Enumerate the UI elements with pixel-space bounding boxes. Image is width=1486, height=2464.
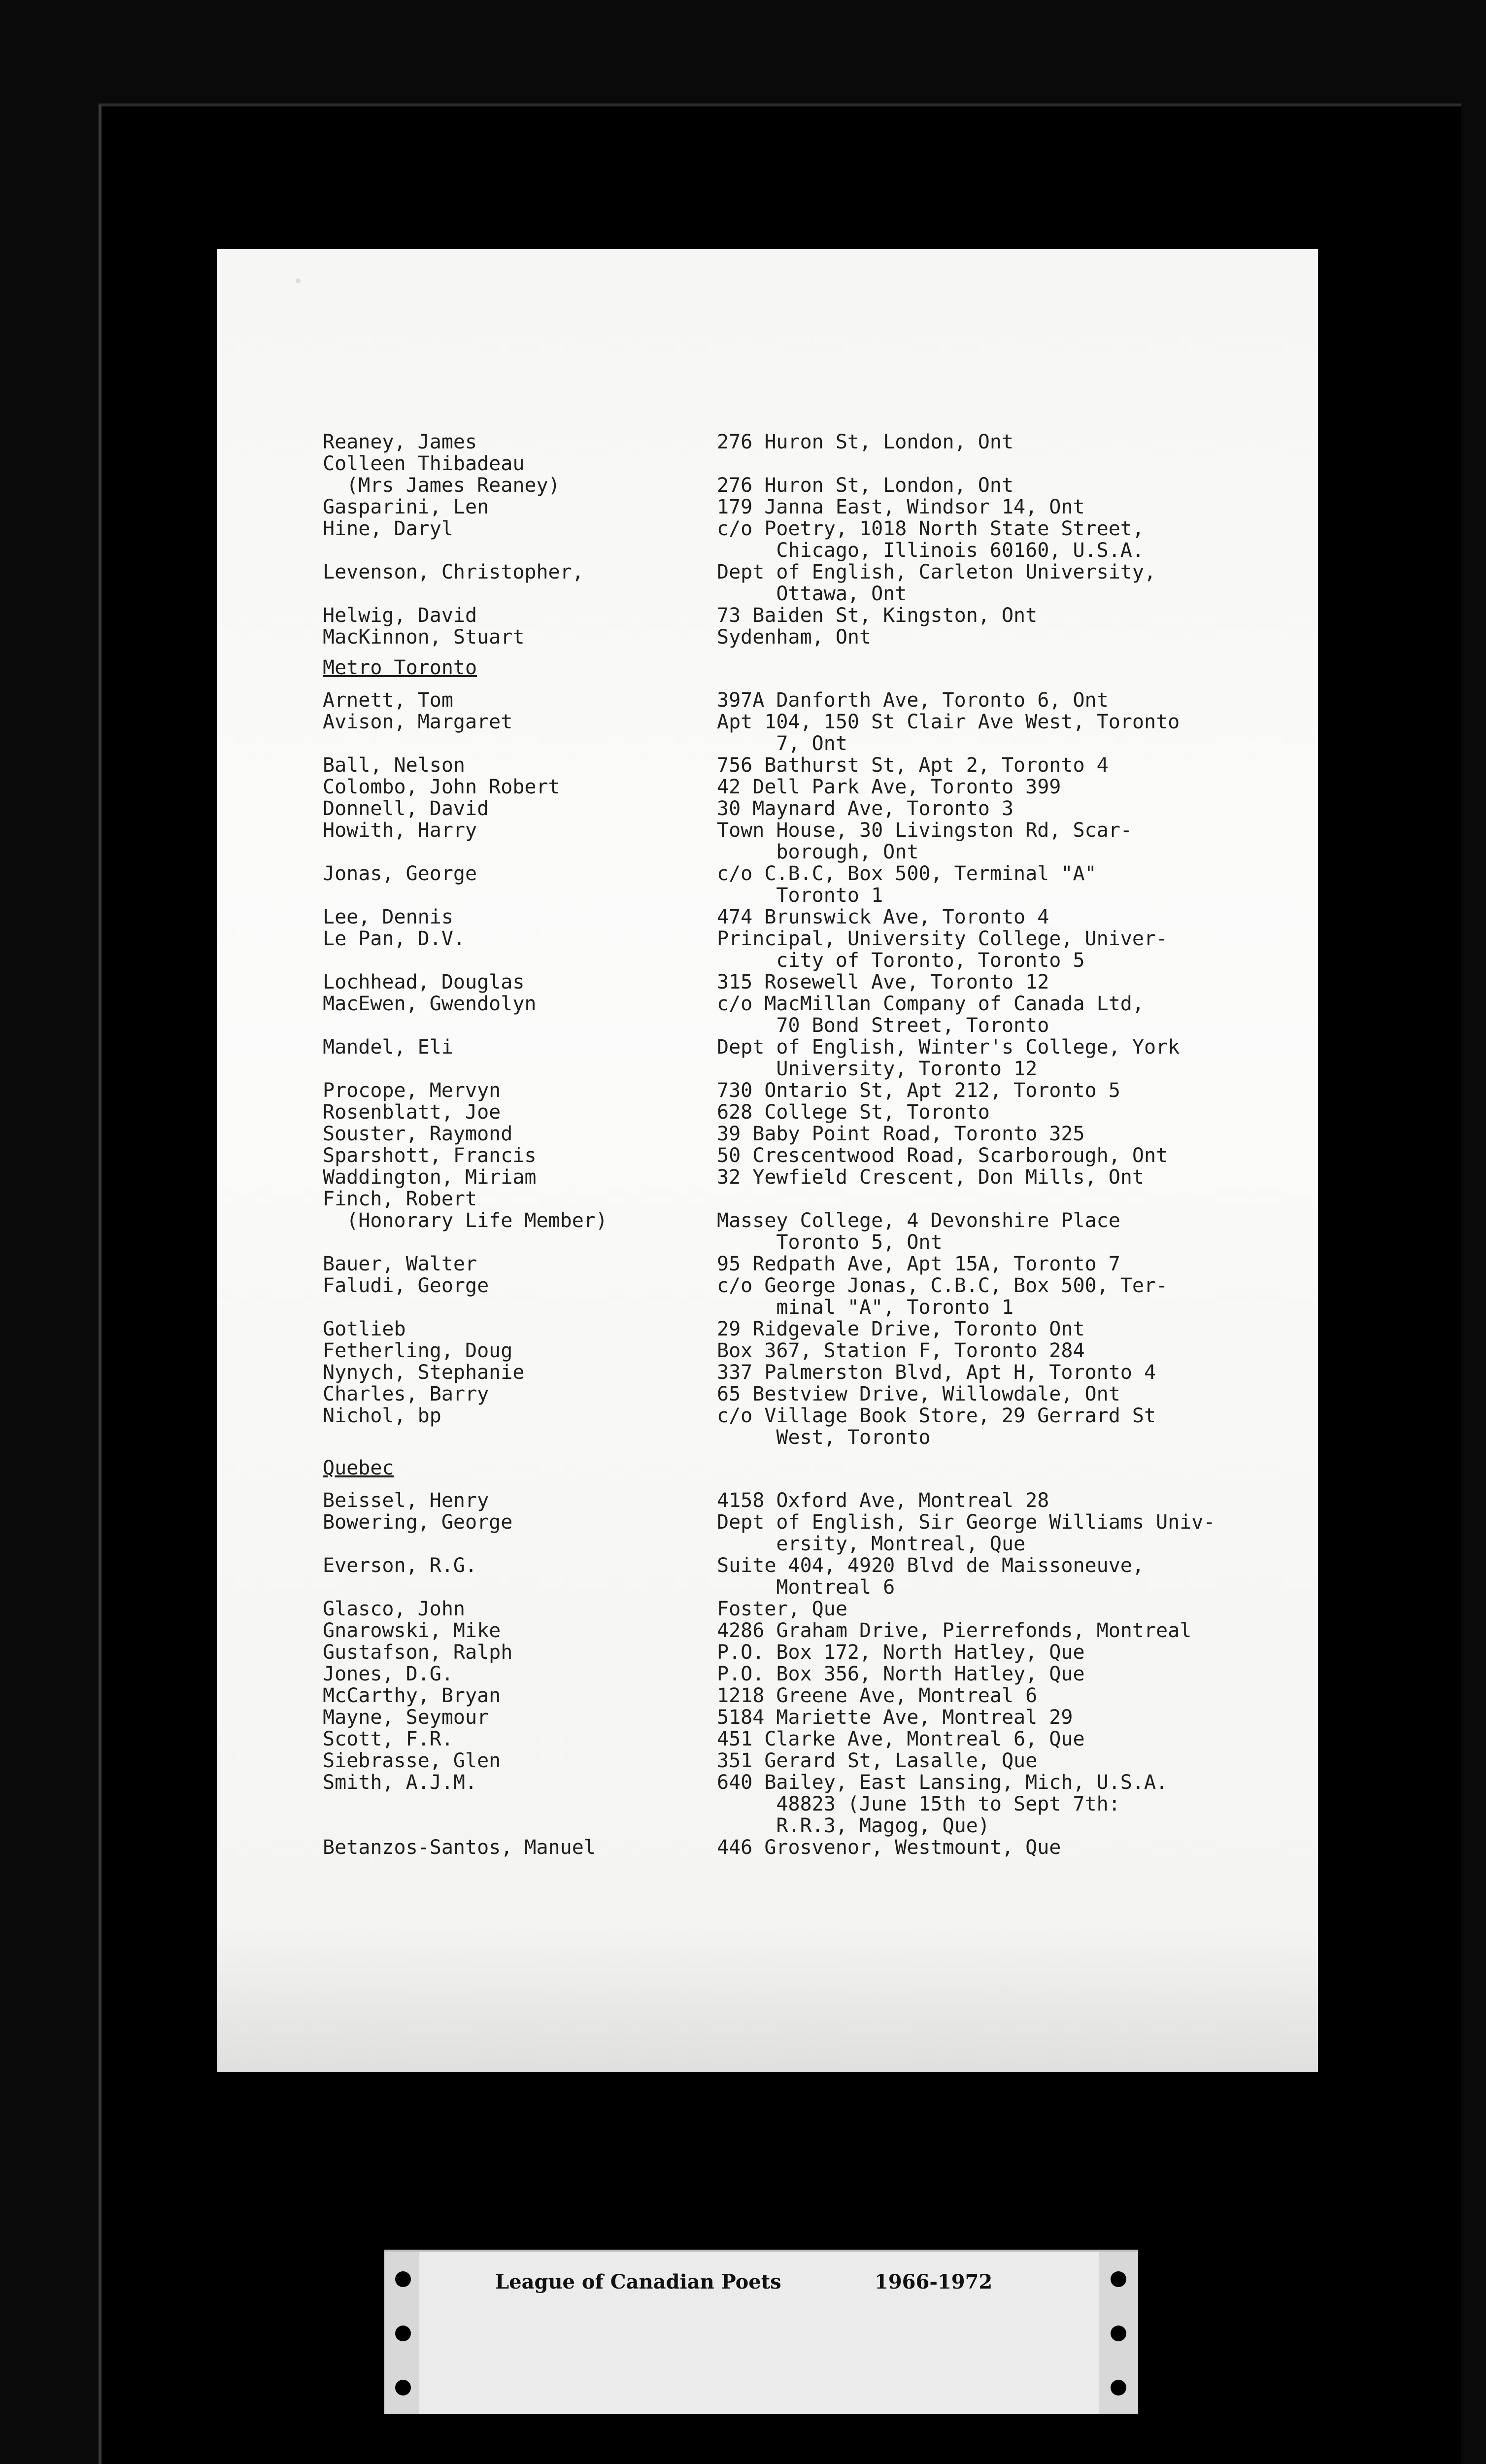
entry-address: 730 Ontario St, Apt 212, Toronto 5	[717, 1079, 1120, 1102]
address-entry	[323, 1275, 1298, 1297]
address-entry	[323, 928, 1298, 950]
entry-name: Avison, Margaret	[323, 711, 513, 733]
address-entry	[323, 1405, 1298, 1427]
address-entry	[323, 626, 1298, 648]
entry-name: Le Pan, D.V.	[323, 927, 465, 950]
address-entry	[323, 1210, 1298, 1232]
address-entry	[323, 1101, 1298, 1123]
address-entry	[323, 1145, 1298, 1166]
entry-name: Finch, Robert	[323, 1188, 477, 1210]
entry-address: 1218 Greene Ave, Montreal 6	[717, 1684, 1038, 1707]
entry-address: minal "A", Toronto 1	[717, 1296, 1014, 1319]
address-entry	[323, 1058, 1298, 1080]
entry-address: city of Toronto, Toronto 5	[717, 949, 1085, 972]
entry-name: (Mrs James Reaney)	[323, 474, 560, 497]
sprocket-hole	[395, 2380, 411, 2396]
entry-address: 50 Crescentwood Road, Scarborough, Ont	[717, 1144, 1168, 1167]
label-title: League of Canadian Poets	[495, 2270, 781, 2293]
entry-address: 73 Baiden St, Kingston, Ont	[717, 604, 1038, 627]
address-entry	[323, 863, 1298, 885]
entry-address: 179 Janna East, Windsor 14, Ont	[717, 496, 1085, 518]
entry-address: 30 Maynard Ave, Toronto 3	[717, 797, 1014, 820]
entry-name	[323, 1015, 717, 1036]
entry-name	[323, 1576, 717, 1598]
film-label	[384, 2250, 1138, 2414]
entry-name: Gasparini, Len	[323, 496, 489, 518]
entry-address: Suite 404, 4920 Blvd de Maissoneuve,	[717, 1554, 1144, 1577]
entry-address: 32 Yewfield Crescent, Don Mills, Ont	[717, 1166, 1144, 1189]
entry-name	[323, 950, 717, 971]
entry-name: Bauer, Walter	[323, 1253, 477, 1275]
entry-address: West, Toronto	[717, 1426, 931, 1449]
entry-name: Mayne, Seymour	[323, 1706, 489, 1729]
entry-name: Mandel, Eli	[323, 1036, 453, 1059]
address-entry	[323, 885, 1298, 906]
address-entry	[323, 798, 1298, 820]
address-entry	[323, 1297, 1298, 1318]
entry-name	[323, 841, 717, 863]
entry-address	[717, 453, 1298, 475]
address-entry	[323, 841, 1298, 863]
entry-name	[323, 1427, 717, 1448]
entry-address: 42 Dell Park Ave, Toronto 399	[717, 776, 1061, 798]
entry-address: 640 Bailey, East Lansing, Mich, U.S.A.	[717, 1771, 1168, 1794]
entry-address: 397A Danforth Ave, Toronto 6, Ont	[717, 689, 1109, 712]
entry-name: Nynych, Stephanie	[323, 1361, 525, 1384]
address-entry	[323, 776, 1298, 798]
entry-name: Gnarowski, Mike	[323, 1619, 501, 1642]
sprocket-hole	[1111, 2380, 1126, 2396]
entry-address: Box 367, Station F, Toronto 284	[717, 1339, 1085, 1362]
entry-address: 39 Baby Point Road, Toronto 325	[717, 1123, 1085, 1145]
address-entry	[323, 1123, 1298, 1145]
entry-name: Waddington, Miriam	[323, 1166, 537, 1189]
speck	[296, 278, 301, 283]
entry-name	[323, 540, 717, 561]
entry-address: P.O. Box 172, North Hatley, Que	[717, 1641, 1085, 1664]
entry-name: Glasco, John	[323, 1598, 465, 1620]
address-entry	[323, 1707, 1298, 1728]
address-entry	[323, 561, 1298, 583]
entry-address: Principal, University College, Univer-	[717, 927, 1168, 950]
address-list	[323, 431, 1298, 1858]
label-edge-right	[1099, 2252, 1138, 2414]
entry-name: Lee, Dennis	[323, 906, 453, 928]
entry-name: Rosenblatt, Joe	[323, 1101, 501, 1124]
entry-address: c/o Poetry, 1018 North State Street,	[717, 517, 1144, 540]
entry-name: Arnett, Tom	[323, 689, 453, 712]
address-entry	[323, 1533, 1298, 1555]
entry-address: c/o Village Book Store, 29 Gerrard St	[717, 1404, 1156, 1427]
address-entry	[323, 1555, 1298, 1576]
entry-name: (Honorary Life Member)	[323, 1209, 608, 1232]
entry-address: Massey College, 4 Devonshire Place	[717, 1209, 1120, 1232]
entry-name: Colombo, John Robert	[323, 776, 560, 798]
entry-address: 5184 Mariette Ave, Montreal 29	[717, 1706, 1073, 1729]
address-entry	[323, 1318, 1298, 1340]
address-entry	[323, 711, 1298, 733]
address-entry	[323, 1620, 1298, 1642]
address-entry	[323, 1166, 1298, 1188]
entry-address: 48823 (June 15th to Sept 7th:	[717, 1793, 1120, 1815]
entry-name	[323, 1058, 717, 1080]
entry-address: Sydenham, Ont	[717, 626, 872, 649]
section-heading: Quebec	[323, 1457, 394, 1479]
entry-address: c/o C.B.C, Box 500, Terminal "A"	[717, 862, 1097, 885]
sprocket-hole	[395, 2326, 411, 2341]
entry-address: 276 Huron St, London, Ont	[717, 431, 1014, 453]
entry-address: 70 Bond Street, Toronto	[717, 1014, 1049, 1037]
entry-address: P.O. Box 356, North Hatley, Que	[717, 1663, 1085, 1685]
address-entry	[323, 1642, 1298, 1663]
address-entry	[323, 1253, 1298, 1275]
sprocket-hole	[1111, 2271, 1126, 2287]
entry-address: ersity, Montreal, Que	[717, 1533, 1026, 1555]
entry-address: 95 Redpath Ave, Apt 15A, Toronto 7	[717, 1253, 1120, 1275]
entry-name: Gustafson, Ralph	[323, 1641, 513, 1664]
address-entry	[323, 906, 1298, 928]
entry-address: c/o George Jonas, C.B.C, Box 500, Ter-	[717, 1274, 1168, 1297]
document-page	[217, 249, 1318, 2072]
address-entry	[323, 1576, 1298, 1598]
entry-name: Ball, Nelson	[323, 754, 465, 777]
entry-address: 474 Brunswick Ave, Toronto 4	[717, 906, 1049, 928]
entry-name	[323, 1297, 717, 1318]
address-entry	[323, 950, 1298, 971]
entry-address: 4158 Oxford Ave, Montreal 28	[717, 1489, 1049, 1512]
address-entry	[323, 971, 1298, 993]
entry-name	[323, 1232, 717, 1253]
entry-name	[323, 733, 717, 754]
address-entry	[323, 1663, 1298, 1685]
label-dates: 1966-1972	[875, 2270, 993, 2293]
entry-name	[323, 885, 717, 906]
address-entry	[323, 583, 1298, 605]
entry-name	[323, 1793, 717, 1815]
entry-name: Scott, F.R.	[323, 1728, 453, 1750]
entry-name: Fetherling, Doug	[323, 1339, 513, 1362]
label-edge-left	[384, 2252, 419, 2414]
entry-address: 315 Rosewell Ave, Toronto 12	[717, 971, 1049, 993]
entry-address: 29 Ridgevale Drive, Toronto Ont	[717, 1318, 1085, 1340]
entry-name: MacEwen, Gwendolyn	[323, 992, 537, 1015]
address-entry	[323, 689, 1298, 711]
address-entry	[323, 1036, 1298, 1058]
entry-address: Town House, 30 Livingston Rd, Scar-	[717, 819, 1132, 842]
address-entry	[323, 518, 1298, 540]
address-entry	[323, 1232, 1298, 1253]
entry-address: 451 Clarke Ave, Montreal 6, Que	[717, 1728, 1085, 1750]
entry-address: 628 College St, Toronto	[717, 1101, 990, 1124]
entry-name: Donnell, David	[323, 797, 489, 820]
entry-address: 756 Bathurst St, Apt 2, Toronto 4	[717, 754, 1109, 777]
address-entry	[323, 1685, 1298, 1707]
entry-address: 4286 Graham Drive, Pierrefonds, Montreal	[717, 1619, 1192, 1642]
address-entry	[323, 540, 1298, 561]
section-heading: Metro Toronto	[323, 656, 477, 679]
entry-name: Procope, Mervyn	[323, 1079, 501, 1102]
entry-name: Charles, Barry	[323, 1383, 489, 1405]
address-entry	[323, 431, 1298, 453]
address-entry	[323, 820, 1298, 841]
entry-name: Jonas, George	[323, 862, 477, 885]
address-entry	[323, 1015, 1298, 1036]
entry-name: Howith, Harry	[323, 819, 477, 842]
entry-address: University, Toronto 12	[717, 1058, 1038, 1080]
entry-address: c/o MacMillan Company of Canada Ltd,	[717, 992, 1144, 1015]
entry-name: Nichol, bp	[323, 1404, 441, 1427]
address-entry	[323, 1362, 1298, 1383]
address-entry	[323, 496, 1298, 518]
sprocket-hole	[1111, 2326, 1126, 2341]
address-entry	[323, 605, 1298, 626]
entry-address: Dept of English, Carleton University,	[717, 561, 1156, 583]
entry-name: Levenson, Christopher,	[323, 561, 584, 583]
entry-name: Betanzos-Santos, Manuel	[323, 1836, 596, 1859]
entry-address: Toronto 1	[717, 884, 883, 907]
address-entry	[323, 754, 1298, 776]
address-entry	[323, 1793, 1298, 1815]
entry-name: Lochhead, Douglas	[323, 971, 525, 993]
entry-address: Ottawa, Ont	[717, 582, 907, 605]
address-entry	[323, 1340, 1298, 1362]
entry-name: Siebrasse, Glen	[323, 1749, 501, 1772]
address-entry	[323, 1511, 1298, 1533]
entry-address: borough, Ont	[717, 841, 919, 863]
address-entry	[323, 733, 1298, 754]
entry-name: MacKinnon, Stuart	[323, 626, 525, 649]
entry-name: Beissel, Henry	[323, 1489, 489, 1512]
entry-address: 65 Bestview Drive, Willowdale, Ont	[717, 1383, 1120, 1405]
entry-address: Foster, Que	[717, 1598, 847, 1620]
address-entry	[323, 475, 1298, 496]
address-entry	[323, 1188, 1298, 1210]
entry-address: R.R.3, Magog, Que)	[717, 1814, 990, 1837]
entry-address: Montreal 6	[717, 1576, 895, 1599]
entry-name	[323, 1533, 717, 1555]
entry-name: Everson, R.G.	[323, 1554, 477, 1577]
address-entry	[323, 1490, 1298, 1511]
address-entry	[323, 1772, 1298, 1793]
entry-name: Helwig, David	[323, 604, 477, 627]
entry-name: Hine, Daryl	[323, 517, 453, 540]
entry-address: Dept of English, Winter's College, York	[717, 1036, 1180, 1059]
entry-address: Dept of English, Sir George Williams Univ-	[717, 1511, 1216, 1534]
address-entry	[323, 1837, 1298, 1858]
address-entry	[323, 1383, 1298, 1405]
entry-name: Jones, D.G.	[323, 1663, 453, 1685]
entry-address	[717, 1188, 1298, 1210]
entry-address: 7, Ont	[717, 732, 847, 755]
entry-address: 446 Grosvenor, Westmount, Que	[717, 1836, 1061, 1859]
entry-name: McCarthy, Bryan	[323, 1684, 501, 1707]
address-entry	[323, 1427, 1298, 1448]
entry-name: Gotlieb	[323, 1318, 406, 1340]
entry-address: Toronto 5, Ont	[717, 1231, 943, 1254]
entry-address: Apt 104, 150 St Clair Ave West, Toronto	[717, 711, 1180, 733]
address-entry	[323, 453, 1298, 475]
address-entry	[323, 1728, 1298, 1750]
entry-address: 351 Gerard St, Lasalle, Que	[717, 1749, 1038, 1772]
address-entry	[323, 1080, 1298, 1101]
entry-name: Bowering, George	[323, 1511, 513, 1534]
entry-name: Faludi, George	[323, 1274, 489, 1297]
entry-address: 337 Palmerston Blvd, Apt H, Toronto 4	[717, 1361, 1156, 1384]
address-entry	[323, 1598, 1298, 1620]
entry-name: Reaney, James	[323, 431, 477, 453]
entry-name: Colleen Thibadeau	[323, 452, 525, 475]
address-entry	[323, 993, 1298, 1015]
entry-name: Smith, A.J.M.	[323, 1771, 477, 1794]
entry-address: 276 Huron St, London, Ont	[717, 474, 1014, 497]
entry-name: Sparshott, Francis	[323, 1144, 537, 1167]
entry-address: Chicago, Illinois 60160, U.S.A.	[717, 539, 1144, 562]
address-entry	[323, 1750, 1298, 1772]
entry-name	[323, 583, 717, 605]
entry-name	[323, 1815, 717, 1837]
entry-name: Souster, Raymond	[323, 1123, 513, 1145]
sprocket-hole	[395, 2271, 411, 2287]
address-entry	[323, 1815, 1298, 1837]
